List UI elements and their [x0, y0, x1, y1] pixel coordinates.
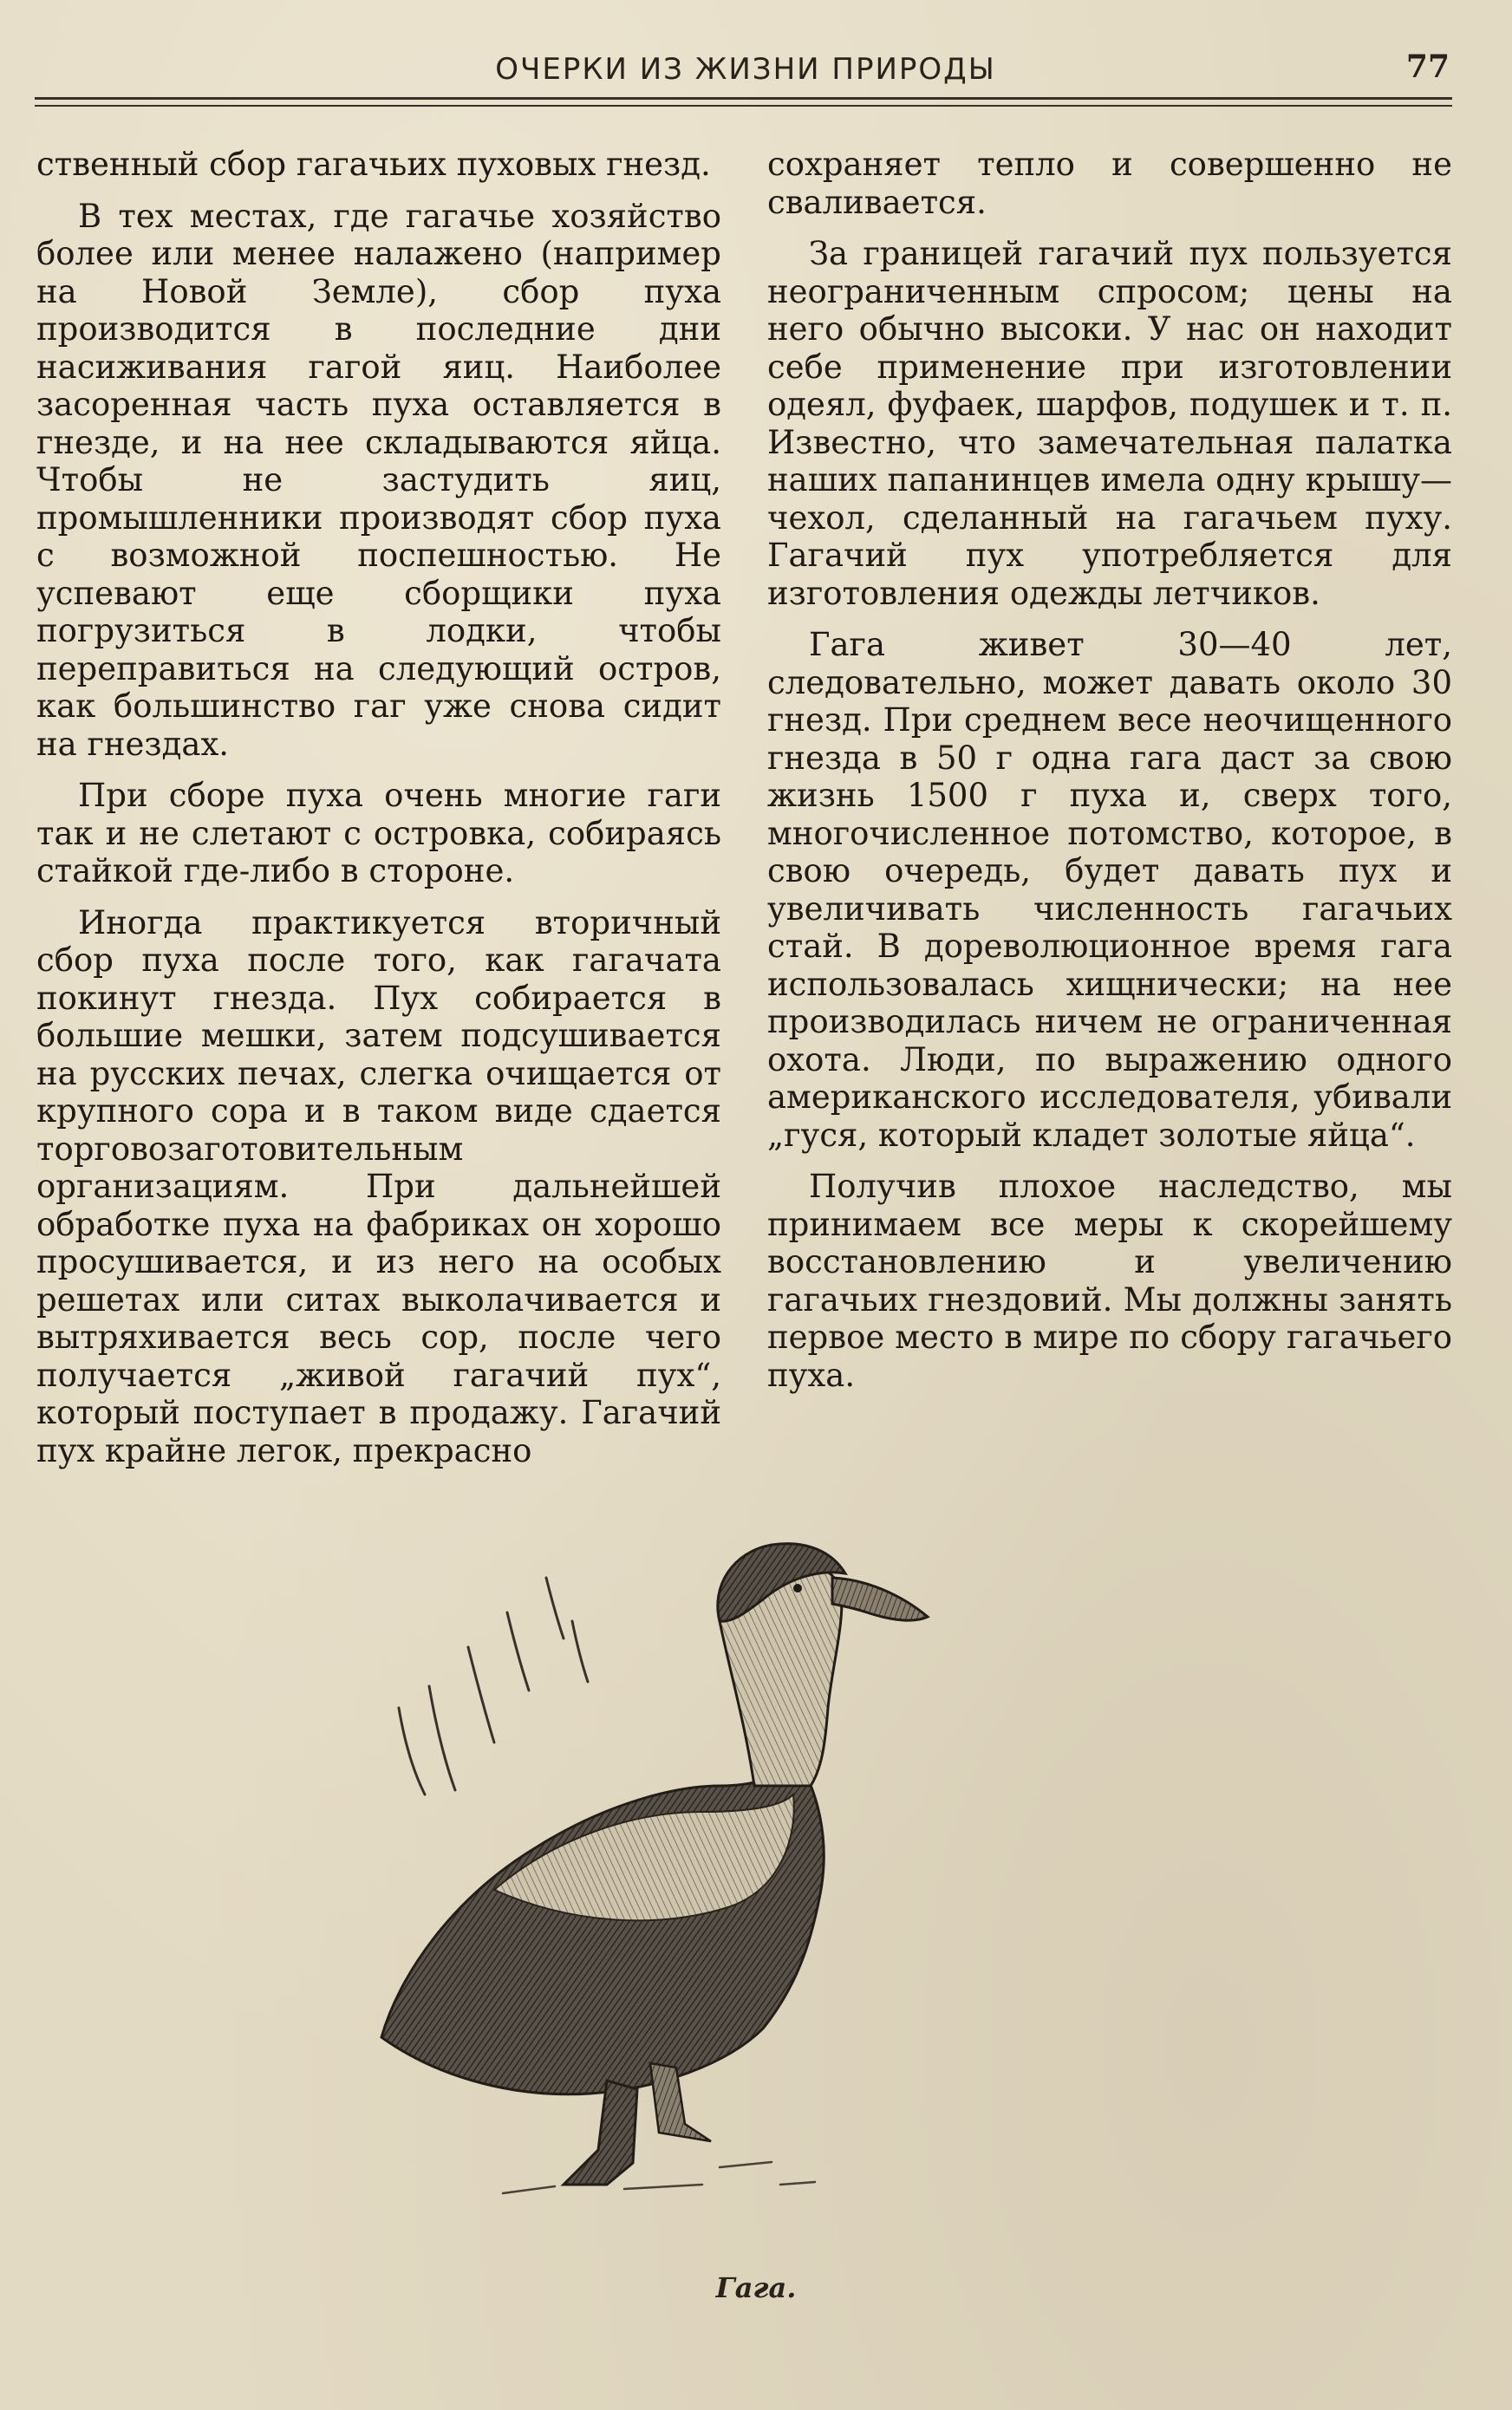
eider-illustration	[347, 1526, 1092, 2219]
paragraph: Получив плохое наследство, мы принимаем все меры к скорейшему восстановлению и увеличению гагачьих гнездовий. Мы должны занять первое место в мире по сбору гагачьего пуха.	[767, 1168, 1452, 1394]
paragraph: В тех местах, где гагачье хозяйство более или менее налажено (например на Новой Земле), сбор пуха производится в последние дни насиживания гагой яиц. Наиболее засоренная часть пуха оставляется в гнезде, и на нее складываются яйца. Чтобы не застудить яиц, промышленники производят сбор пуха с возможной поспешностью. Не успевают еще сборщики пуха погрузиться в лодки, чтобы переправиться на следующий остров, как большинство гаг уже снова сидит на гнездах.	[36, 197, 721, 763]
right-column	[767, 146, 1452, 1408]
paragraph: За границей гагачий пух пользуется неограниченным спросом; цены на него обычно высоки. У нас он находит себе применение при изготовлении одеял, фуфаек, шарфов, подушек и т. п. Известно, что замечательная палатка наших папанинцев имела одну крышу—чехол, сделанный на гагачьем пуху. Гагачий пух употребляется для изготовления одежды летчиков.	[767, 235, 1452, 612]
running-head	[35, 45, 1457, 97]
header-rule-second	[35, 105, 1452, 107]
paragraph: сохраняет тепло и совершенно не сваливается.	[767, 146, 1452, 221]
paragraph: ственный сбор гагачьих пуховых гнезд.	[36, 146, 711, 183]
paragraph: Гага живет 30—40 лет, следовательно, может давать около 30 гнезд. При среднем весе неочищенного гнезда в 50 г одна гага даст за свою жизнь 1500 г пуха и, сверх того, многочисленное потомство, которое, в свою очередь, будет давать пух и увеличивать численность гагачьих стай. В дореволюционное время гага использовалась хищнически; на нее производилась ничем не ограниченная охота. Люди, по выражению одного американского исследователя, убивали „гуся, который кладет золотые яйца“.	[767, 626, 1452, 1154]
left-column	[36, 146, 721, 1483]
paragraph: Иногда практикуется вторичный сбор пуха после того, как гагачата покинут гнезда. Пух собирается в большие мешки, затем подсушивается на русских печах, слегка очищается от крупного сора и в таком виде сдается торговозаготовительным организациям. При дальнейшей обработке пуха на фабриках он хорошо просушивается, и из него на особых решетах или ситах выколачивается и вытряхивается весь сор, после чего получается „живой гагачий пух“, который поступает в продажу. Гагачий пух крайне легок, прекрасно	[36, 903, 721, 1469]
header-rule	[35, 97, 1452, 100]
figure-caption: Гага.	[715, 2271, 797, 2304]
running-title: ОЧЕРКИ ИЗ ЖИЗНИ ПРИРОДЫ	[495, 52, 996, 87]
page-number: 77	[1405, 49, 1450, 85]
paragraph: При сборе пуха очень многие гаги так и не слетают с островка, собираясь стайкой где-либо в стороне.	[36, 777, 721, 889]
